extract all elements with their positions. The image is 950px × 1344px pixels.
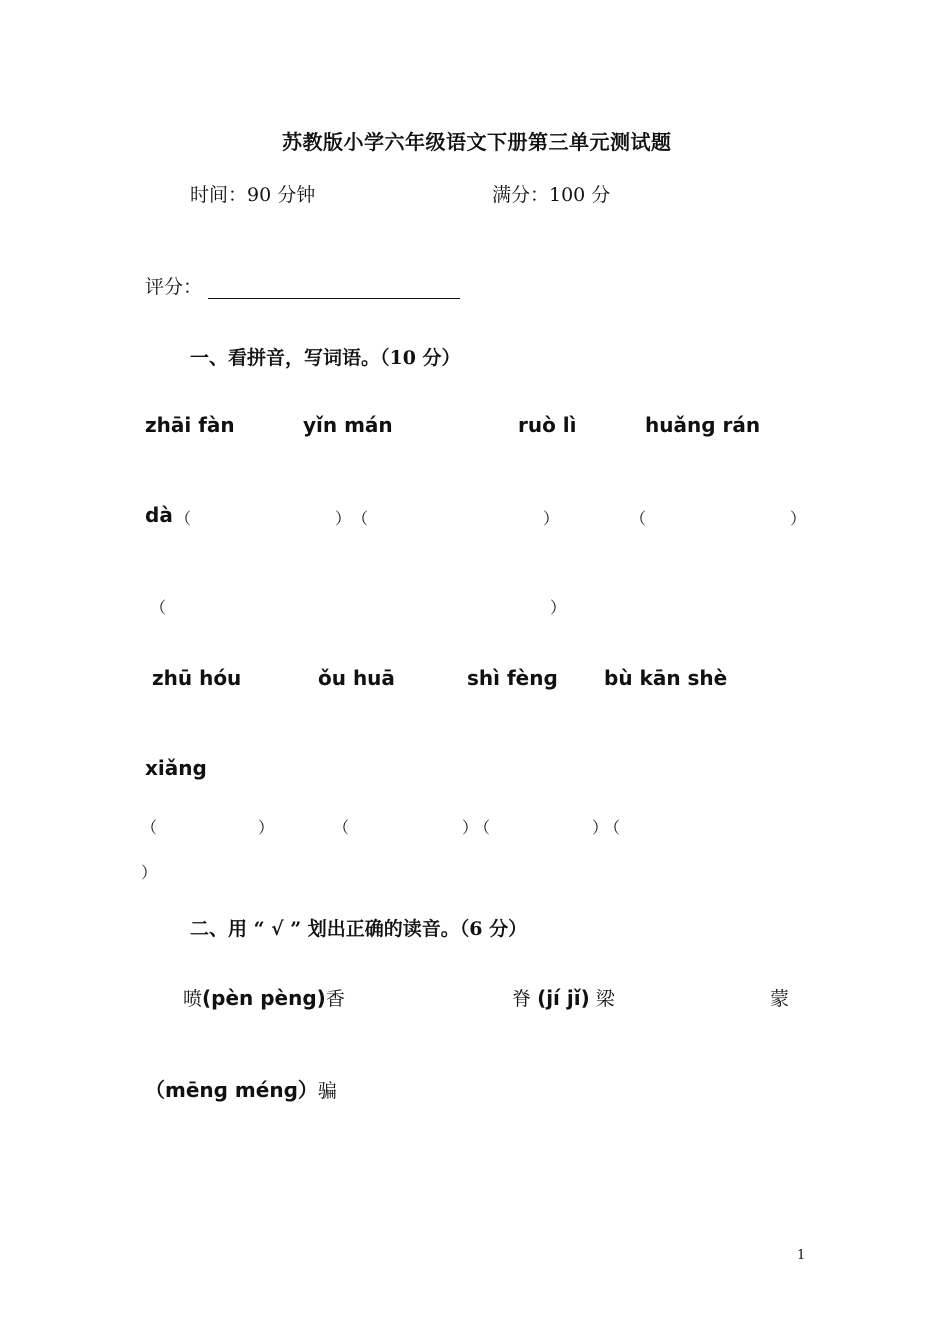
paren-open: （	[630, 509, 647, 528]
score-blank-line	[208, 278, 460, 299]
pronunciation-options[interactable]: (jí jǐ)	[537, 986, 590, 1010]
paren-open: （	[141, 818, 158, 837]
paren-close: ）	[141, 863, 158, 882]
paren-close: ）	[543, 509, 560, 528]
reading-item	[183, 984, 345, 1011]
paren-close: ）	[790, 509, 807, 528]
pinyin-item: zhāi fàn	[145, 413, 235, 437]
paren-open: （	[352, 509, 369, 528]
char: 蒙	[770, 988, 790, 1010]
char: 喷	[183, 988, 203, 1010]
paren-open: （	[175, 509, 192, 528]
paren-open: （	[604, 818, 621, 837]
pinyin-item: zhū hóu	[152, 666, 242, 690]
paren-open: （	[474, 818, 491, 837]
pronunciation-options[interactable]: (pèn pèng)	[202, 986, 326, 1010]
page-title: 苏教版小学六年级语文下册第三单元测试题	[282, 130, 672, 154]
pinyin-item: xiǎng	[145, 756, 207, 780]
reading-item	[145, 1074, 337, 1103]
section-1-heading: 一、看拼音，写词语。（10 分）	[190, 347, 461, 369]
pinyin-item: ruò lì	[518, 413, 577, 437]
paren-open: （	[150, 598, 167, 617]
pinyin-item: dà	[145, 503, 173, 527]
pinyin-item: huǎnɡ rán	[645, 413, 761, 437]
char: 骗	[317, 1080, 337, 1102]
score-field	[145, 272, 460, 299]
pinyin-item: yǐn mán	[303, 413, 393, 437]
char: 脊	[512, 988, 532, 1010]
paren-close: ）	[592, 818, 609, 837]
paren-close: ）	[550, 598, 567, 617]
reading-item	[512, 984, 615, 1011]
paren-close: ）	[462, 818, 479, 837]
pinyin-item: shì fènɡ	[467, 666, 558, 690]
pronunciation-options[interactable]: （mēnɡ ménɡ）	[145, 1078, 318, 1102]
score-label: 评分：	[145, 276, 203, 298]
char: 香	[325, 988, 345, 1010]
char: 梁	[595, 988, 615, 1010]
section-2-heading: 二、用 “ √ ” 划出正确的读音。（6 分）	[190, 918, 528, 940]
pinyin-item: bù kān shè	[604, 666, 728, 690]
time-limit: 时间：90 分钟	[190, 184, 316, 206]
paren-close: ）	[258, 818, 275, 837]
paren-open: （	[333, 818, 350, 837]
paren-close: ）	[335, 509, 352, 528]
pinyin-item: ǒu huā	[318, 666, 395, 690]
page-number: 1	[797, 1248, 806, 1263]
full-score: 满分：100 分	[492, 184, 611, 206]
